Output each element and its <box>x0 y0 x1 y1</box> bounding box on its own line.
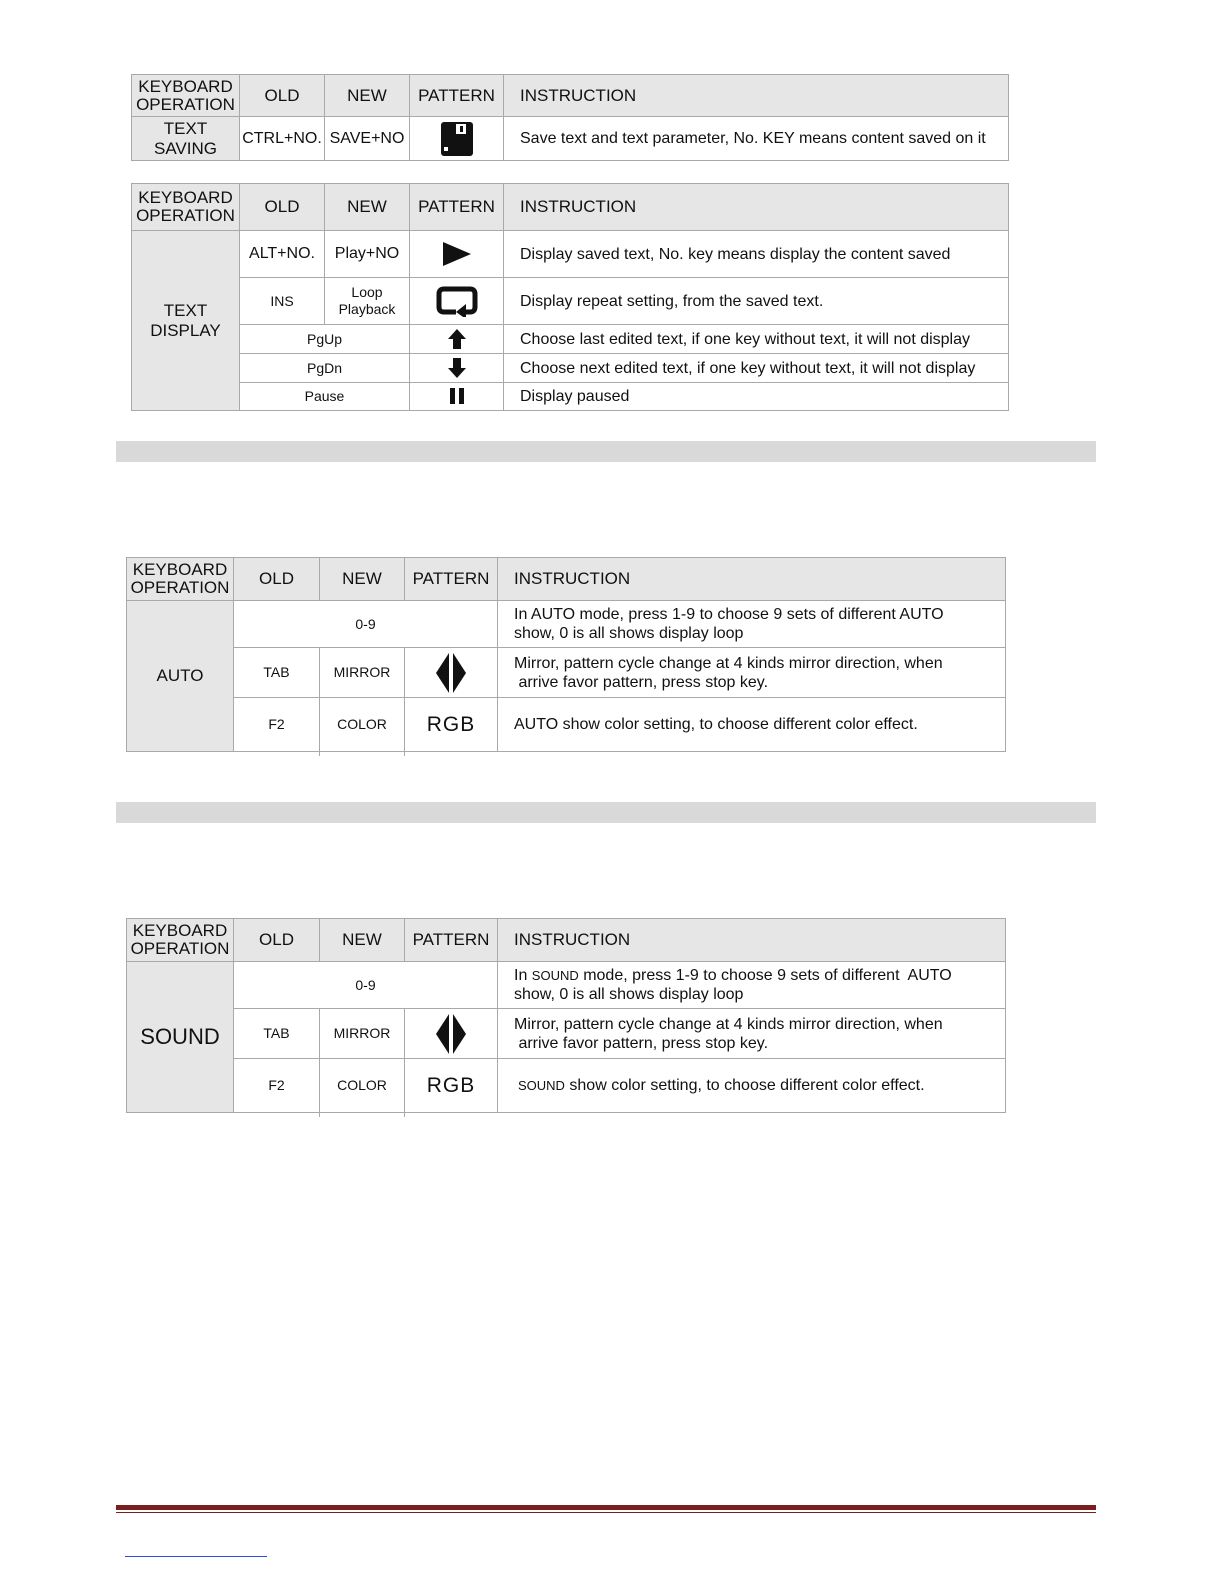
old-key: F2 <box>234 1059 320 1113</box>
instruction-text <box>498 1009 1006 1059</box>
pattern-cell <box>405 648 498 698</box>
header-keyboard-operation: KEYBOARD OPERATION <box>127 919 234 962</box>
instruction-text: Display repeat setting, from the saved text. <box>504 278 1009 325</box>
instruction-line <box>514 966 1005 985</box>
instruction-line: show, 0 is all shows display loop <box>514 986 744 1003</box>
new-key: MIRROR <box>320 648 405 698</box>
floppy-disk-icon <box>440 130 474 147</box>
loop-icon <box>436 292 478 309</box>
key-0-9: 0-9 <box>234 962 498 1009</box>
instruction-text: Choose last edited text, if one key without text, it will not display <box>504 325 1009 354</box>
rgb-label: RGB <box>426 1073 476 1097</box>
pattern-cell <box>410 117 504 161</box>
key-pgdn: PgDn <box>240 354 410 383</box>
instruction-line: show, 0 is all shows display loop <box>514 625 744 642</box>
table-stub-line <box>404 1111 405 1117</box>
instruction-text <box>498 962 1006 1009</box>
key-0-9: 0-9 <box>234 601 498 648</box>
header-new: NEW <box>320 919 405 962</box>
play-icon <box>441 245 473 262</box>
pattern-cell <box>410 383 504 411</box>
section-divider-bar <box>116 441 1096 462</box>
sound-word: SOUND <box>531 968 579 983</box>
new-key: MIRROR <box>320 1009 405 1059</box>
new-key: SAVE+NO <box>325 117 410 161</box>
instruction-text <box>498 648 1006 698</box>
header-new: NEW <box>325 184 410 231</box>
old-key: ALT+NO. <box>240 231 325 278</box>
old-key: INS <box>240 278 325 325</box>
instruction-line: Mirror, pattern cycle change at 4 kinds mirror direction, when <box>514 1015 943 1033</box>
instruction-rest: show color setting, to choose different color effect. <box>564 1077 925 1094</box>
table-stub-line <box>404 750 405 756</box>
footer-rule-thick <box>116 1505 1096 1510</box>
footer-rule-thin <box>116 1512 1096 1513</box>
mirror-icon <box>433 664 469 681</box>
pattern-cell <box>405 1009 498 1059</box>
header-old: OLD <box>240 75 325 117</box>
text-saving-table <box>131 74 1009 161</box>
instruction-line: arrive favor pattern, press stop key. <box>514 673 769 691</box>
instruction-text: Display paused <box>504 383 1009 411</box>
header-pattern: PATTERN <box>405 919 498 962</box>
header-keyboard-operation: KEYBOARD OPERATION <box>127 558 234 601</box>
old-key: TAB <box>234 1009 320 1059</box>
sound-word: SOUND <box>518 1078 565 1093</box>
header-instruction: INSTRUCTION <box>498 919 1006 962</box>
instruction-text: Choose next edited text, if one key without text, it will not display <box>504 354 1009 383</box>
text-display-table <box>131 183 1009 411</box>
header-new: NEW <box>325 75 410 117</box>
new-key: COLOR <box>320 698 405 752</box>
arrow-down-icon <box>447 359 467 376</box>
auto-table <box>126 557 1006 752</box>
header-old: OLD <box>234 558 320 601</box>
header-instruction: INSTRUCTION <box>504 184 1009 231</box>
new-key: Loop Playback <box>325 278 410 325</box>
header-pattern: PATTERN <box>405 558 498 601</box>
new-key: COLOR <box>320 1059 405 1113</box>
section-divider-bar <box>116 802 1096 823</box>
instruction-text <box>498 1059 1006 1113</box>
operation-auto: AUTO <box>127 601 234 752</box>
old-key: F2 <box>234 698 320 752</box>
pattern-cell <box>405 1059 498 1113</box>
instruction-text: Save text and text parameter, No. KEY means content saved on it <box>504 117 1009 161</box>
instruction-prefix: In <box>514 967 532 984</box>
new-key: Play+NO <box>325 231 410 278</box>
operation-sound: SOUND <box>127 962 234 1113</box>
pattern-cell <box>410 231 504 278</box>
header-pattern: PATTERN <box>410 184 504 231</box>
pattern-cell <box>410 325 504 354</box>
header-keyboard-operation: KEYBOARD OPERATION <box>132 75 240 117</box>
pause-icon <box>448 388 466 405</box>
pattern-cell <box>405 698 498 752</box>
operation-text-display: TEXT DISPLAY <box>132 231 240 411</box>
instruction-line: In AUTO mode, press 1-9 to choose 9 sets of different AUTO <box>514 606 944 623</box>
key-pgup: PgUp <box>240 325 410 354</box>
mirror-icon <box>433 1025 469 1042</box>
arrow-up-icon <box>447 330 467 347</box>
sound-table <box>126 918 1006 1113</box>
instruction-line: arrive favor pattern, press stop key. <box>514 1034 769 1052</box>
header-new: NEW <box>320 558 405 601</box>
old-key: CTRL+NO. <box>240 117 325 161</box>
key-pause: Pause <box>240 383 410 411</box>
instruction-rest: mode, press 1-9 to choose 9 sets of different AUTO <box>578 967 952 984</box>
header-keyboard-operation: KEYBOARD OPERATION <box>132 184 240 231</box>
table-stub-line <box>319 1111 320 1117</box>
pattern-cell <box>410 278 504 325</box>
header-old: OLD <box>240 184 325 231</box>
footer-link-underline[interactable] <box>125 1556 267 1557</box>
pattern-cell <box>410 354 504 383</box>
operation-text-saving: TEXT SAVING <box>132 117 240 161</box>
instruction-text <box>498 601 1006 648</box>
rgb-label: RGB <box>426 712 476 736</box>
header-old: OLD <box>234 919 320 962</box>
instruction-text: Display saved text, No. key means display the content saved <box>504 231 1009 278</box>
header-instruction: INSTRUCTION <box>504 75 1009 117</box>
instruction-line: Mirror, pattern cycle change at 4 kinds mirror direction, when <box>514 654 943 672</box>
old-key: TAB <box>234 648 320 698</box>
header-pattern: PATTERN <box>410 75 504 117</box>
table-stub-line <box>319 750 320 756</box>
instruction-text: AUTO show color setting, to choose different color effect. <box>498 698 1006 752</box>
header-instruction: INSTRUCTION <box>498 558 1006 601</box>
